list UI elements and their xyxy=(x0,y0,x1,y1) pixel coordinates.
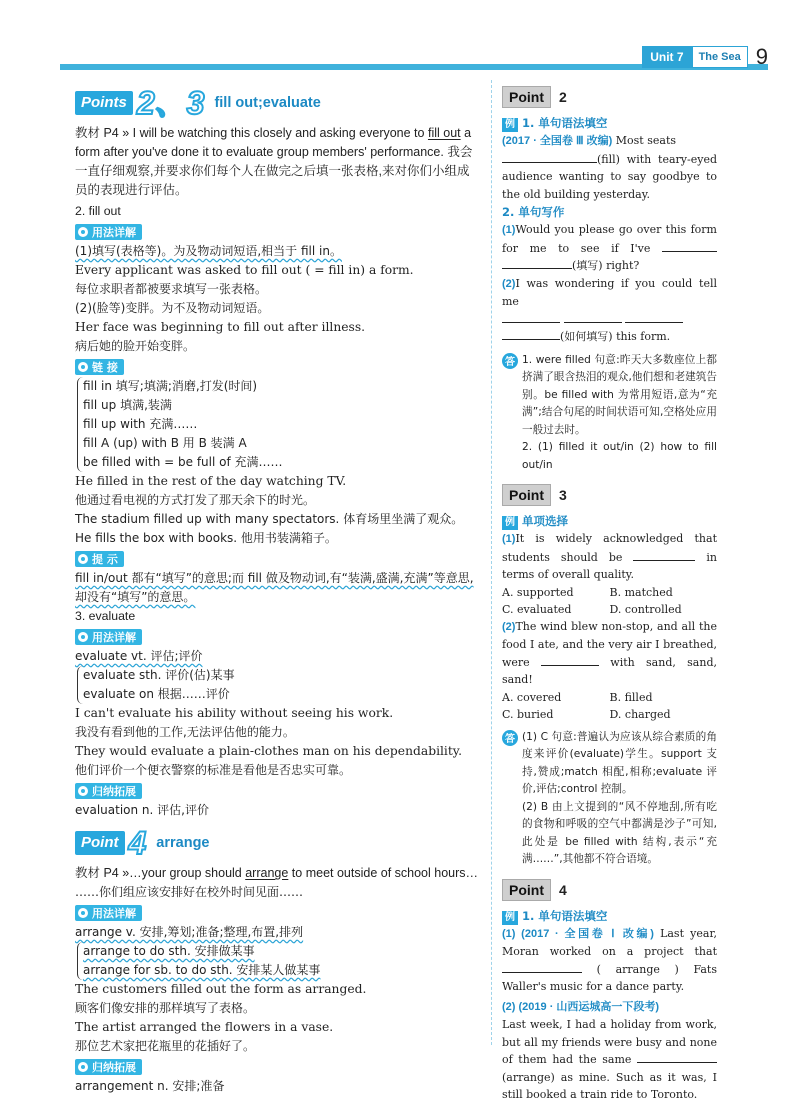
answer-blank[interactable] xyxy=(502,328,560,340)
point-title: arrange xyxy=(156,835,210,851)
phrase-list xyxy=(77,666,480,704)
phrase-item: arrange to do sth. 安排做某事 xyxy=(83,944,255,958)
question-text-2: ( arrange ) Fats Waller's music for a dance party. xyxy=(502,962,717,993)
page-number: 9 xyxy=(755,44,768,69)
bulb-icon xyxy=(78,227,88,237)
answer-blank[interactable] xyxy=(564,311,622,323)
exercise-subheading: 2. 单句写作 xyxy=(502,205,565,219)
question-number: (1) xyxy=(502,533,516,545)
example-cn: 他通过看电视的方式打发了那天余下的时光。 xyxy=(75,493,316,507)
exercise-question xyxy=(502,618,717,689)
answer-blank[interactable] xyxy=(502,311,560,323)
tag-label: 用法详解 xyxy=(92,226,136,239)
phrase-item: evaluate sth. 评价(估)某事 xyxy=(83,668,235,682)
example-en: He fills the box with books. 他用书装满箱子。 xyxy=(75,531,337,545)
phrase-list xyxy=(77,377,480,472)
tag-label: 归纳拓展 xyxy=(92,1061,136,1074)
answer-1: 1. were filled 句意:昨天大多数座位上都挤满了眼含热泪的观众,他们想和老建筑告别。be filled with 为常用短语,意为“充满”;结合句尾的时间状语可知,空格处应用一般过去时。 xyxy=(522,353,717,436)
answer-blank[interactable] xyxy=(502,961,582,973)
point-badge: Point xyxy=(502,879,551,901)
point-badge: Point xyxy=(75,831,125,855)
tag-label: 链 接 xyxy=(92,361,118,374)
phrase-item: fill A (up) with B 用 B 装满 A xyxy=(83,436,247,450)
answer-1: (1) C 句意:普遍认为应该从综合素质的角度来评价(evaluate)学生。support 支持,赞成;match 相配,相称;evaluate 评价,评估;control 控制。 xyxy=(522,730,717,795)
example-cn: 病后她的脸开始变胖。 xyxy=(75,339,196,353)
exercise-question xyxy=(502,275,717,346)
answer-icon: 答 xyxy=(502,730,518,746)
tip-text: fill in/out 都有“填写”的意思;而 fill 做及物动词,有“装满,盛满,充满”等意思,却没有“填写”的意思。 xyxy=(75,571,474,604)
question-text-2: (如何填写) this form. xyxy=(560,330,671,343)
option[interactable]: D. controlled xyxy=(609,602,682,616)
option[interactable]: B. filled xyxy=(609,690,653,704)
section-heading: 3. evaluate xyxy=(75,609,136,623)
point-2-heading xyxy=(502,86,717,108)
question-source: (2) (2019 · 山西运城高一下段考) xyxy=(502,1000,660,1013)
bulb-icon xyxy=(78,362,88,372)
example-tag: 例 xyxy=(502,516,518,530)
points-2-3-heading xyxy=(75,85,480,121)
question-text: Last week, I had a holiday from work, but all my friends were busy and none of them had the same xyxy=(502,1018,717,1066)
answer-blank[interactable] xyxy=(662,240,717,252)
point-number: 2 xyxy=(559,89,567,105)
question-text-2: (填写) right? xyxy=(572,259,640,272)
usage-tag xyxy=(75,629,142,645)
question-source: (2017 · 全国卷 Ⅲ 改编) xyxy=(502,135,613,147)
question-number: (1) xyxy=(502,224,516,236)
question-text: Last year, Moran worked on a project that xyxy=(502,926,717,958)
answer-blank[interactable] xyxy=(637,1051,717,1063)
example-cn: 顾客们像安排的那样填写了表格。 xyxy=(75,1001,256,1015)
source-text-2: to meet outside of school hours… xyxy=(288,866,479,880)
usage-tag xyxy=(75,224,142,240)
example-cn: 那位艺术家把花瓶里的花插好了。 xyxy=(75,1039,256,1053)
exercise-heading xyxy=(502,114,717,132)
definition: evaluate vt. 评估;评价 xyxy=(75,649,203,663)
bulb-icon xyxy=(78,908,88,918)
tip-tag xyxy=(75,551,124,567)
extension-text: arrangement n. 安排;准备 xyxy=(75,1079,225,1093)
bulb-icon xyxy=(78,632,88,642)
tag-label: 归纳拓展 xyxy=(92,785,136,798)
phrase-item: evaluate on 根据……评价 xyxy=(83,687,230,701)
example-tag: 例 xyxy=(502,118,518,132)
right-column xyxy=(502,80,717,1104)
link-tag xyxy=(75,359,124,375)
example-en: The artist arranged the flowers in a vase. xyxy=(75,1020,334,1034)
tag-label: 用法详解 xyxy=(92,631,136,644)
exercise-question xyxy=(502,925,717,996)
example-en: Every applicant was asked to fill out ( = fill in) a form. xyxy=(75,263,414,277)
textbook-source xyxy=(75,124,480,200)
exercise-title: 单项选择 xyxy=(522,514,568,528)
phrase-item: be filled with = be full of 充满…… xyxy=(83,455,283,469)
exercise-question xyxy=(502,998,717,1104)
point-badge: Point xyxy=(502,86,551,108)
phrase-list xyxy=(77,942,480,980)
exercise-question xyxy=(502,132,717,203)
exercise-title: 1. 单句语法填空 xyxy=(522,116,608,130)
example-cn: 他们评价一个便衣警察的标准是看他是否忠实可靠。 xyxy=(75,763,352,777)
question-text-2: in terms of overall quality. xyxy=(502,550,717,581)
phrase-item: fill up with 充满…… xyxy=(83,417,198,431)
answer-text xyxy=(522,729,717,869)
section-heading: 2. fill out xyxy=(75,204,121,218)
point-badge: Point xyxy=(502,484,551,506)
point-number: 4 xyxy=(559,881,567,898)
question-number: (2) xyxy=(502,620,516,633)
question-text-2: (fill) with teary-eyed audience wanting to say goodbye to the old building yesterday. xyxy=(502,152,717,201)
question-text-2: (arrange) as mine. Such as it was, I still booked a train ride to Toronto. xyxy=(502,1070,717,1101)
bulb-icon xyxy=(78,1062,88,1072)
example-en: They would evaluate a plain-clothes man on his dependability. xyxy=(75,744,463,758)
points-number: 2、3 xyxy=(136,85,205,121)
question-text: Would you please go over this form for me to see if I've xyxy=(502,223,717,255)
question-text: I was wondering if you could tell me xyxy=(502,276,717,308)
question-text-2: with sand, sand, sand! xyxy=(502,655,717,686)
extension-tag xyxy=(75,783,142,799)
answer-2: (2) B 由上文提到的“风不停地刮,所有吃的食物和呼吸的空气中都满是沙子”可知,此处是 be filled with 结构,表示“充满……”,其他都不符合语境。 xyxy=(522,800,717,865)
point-number: 3 xyxy=(559,487,567,503)
usage-2: (2)(脸等)变胖。为不及物动词短语。 xyxy=(75,301,270,315)
phrase-item: arrange for sb. to do sth. 安排某人做某事 xyxy=(83,963,321,977)
exercise-title: 1. 单句语法填空 xyxy=(522,908,608,923)
answer-blank[interactable] xyxy=(502,151,597,163)
option[interactable]: D. charged xyxy=(609,707,671,721)
exercise-heading xyxy=(502,907,717,925)
option[interactable]: A. supported xyxy=(502,585,574,599)
unit-label: Unit 7 xyxy=(642,46,691,68)
textbook-source xyxy=(75,864,480,883)
exercise-heading xyxy=(502,512,717,530)
exercise-question xyxy=(502,221,717,275)
exercise-question xyxy=(502,530,717,584)
left-column xyxy=(75,80,480,1096)
source-text: 教材 P4 »…your group should xyxy=(75,866,246,880)
point-number: 4 xyxy=(128,825,147,861)
source-translation: ……你们组应该安排好在校外时间见面…… xyxy=(75,885,304,899)
usage-tag xyxy=(75,905,142,921)
option[interactable]: B. matched xyxy=(609,585,673,599)
points-badge: Points xyxy=(75,91,133,115)
question-number: (2) xyxy=(502,277,516,290)
example-cn: 每位求职者都被要求填写一张表格。 xyxy=(75,282,268,296)
answer-blank[interactable] xyxy=(633,549,695,561)
point-3-heading xyxy=(502,484,717,506)
page-header xyxy=(642,44,768,70)
example-en: The stadium filled up with many spectators. 体育场里坐满了观众。 xyxy=(75,512,464,526)
answer-text xyxy=(522,352,717,475)
example-en: He filled in the rest of the day watching TV. xyxy=(75,474,347,488)
answer-blank[interactable] xyxy=(502,257,572,269)
example-en: I can't evaluate his ability without seeing his work. xyxy=(75,706,394,720)
options xyxy=(502,689,717,723)
source-text-2: a form after you've done it to evaluate group members' performance. 我会一直仔细观察,并要求你们每个人在做完之后填一张表格,来对你们小组成员的表现进行评估。 xyxy=(75,126,473,197)
definition: arrange v. 安排,筹划;准备;整理,布置,排列 xyxy=(75,925,304,939)
example-en: Her face was beginning to fill out after illness. xyxy=(75,320,366,334)
column-divider xyxy=(491,80,492,1045)
phrase-item: fill in 填写;填满;消磨,打发(时间) xyxy=(83,379,258,393)
example-tag: 例 xyxy=(502,911,518,925)
example-en: The customers filled out the form as arranged. xyxy=(75,982,367,996)
topic-label: The Sea xyxy=(692,46,748,68)
source-keyword: fill out xyxy=(427,126,461,140)
extension-tag xyxy=(75,1059,142,1075)
question-source: (1) (2017 · 全国卷 Ⅰ 改编) xyxy=(502,927,654,940)
answer-icon: 答 xyxy=(502,353,518,369)
answer-2: 2. (1) filled it out/in (2) how to fill out/in xyxy=(522,441,717,471)
points-title: fill out;evaluate xyxy=(214,95,321,111)
question-text: Most seats xyxy=(612,134,677,147)
answer-blank[interactable] xyxy=(541,654,599,666)
option[interactable]: A. covered xyxy=(502,690,562,704)
bulb-icon xyxy=(78,554,88,564)
phrase-item: fill up 填满,装满 xyxy=(83,398,172,412)
source-keyword: arrange xyxy=(245,866,289,880)
point-4-heading xyxy=(502,879,717,901)
source-text: 教材 P4 » I will be watching this closely and asking everyone to xyxy=(75,126,428,140)
question-text: It is widely acknowledged that students should be xyxy=(502,532,717,564)
bulb-icon xyxy=(78,786,88,796)
point-4-heading xyxy=(75,825,480,861)
extension-text: evaluation n. 评估,评价 xyxy=(75,803,209,817)
answer-block xyxy=(502,352,717,475)
answer-block xyxy=(502,729,717,869)
tag-label: 用法详解 xyxy=(92,907,136,920)
example-cn: 我没有看到他的工作,无法评估他的能力。 xyxy=(75,725,295,739)
answer-blank[interactable] xyxy=(625,311,683,323)
option[interactable]: C. buried xyxy=(502,707,554,721)
usage-1: (1)填写(表格等)。为及物动词短语,相当于 fill in。 xyxy=(75,244,342,258)
question-text: The wind blew non-stop, and all the food I ate, and the very air I breathed, were xyxy=(502,619,717,669)
tag-label: 提 示 xyxy=(92,553,118,566)
options xyxy=(502,584,717,618)
option[interactable]: C. evaluated xyxy=(502,602,572,616)
